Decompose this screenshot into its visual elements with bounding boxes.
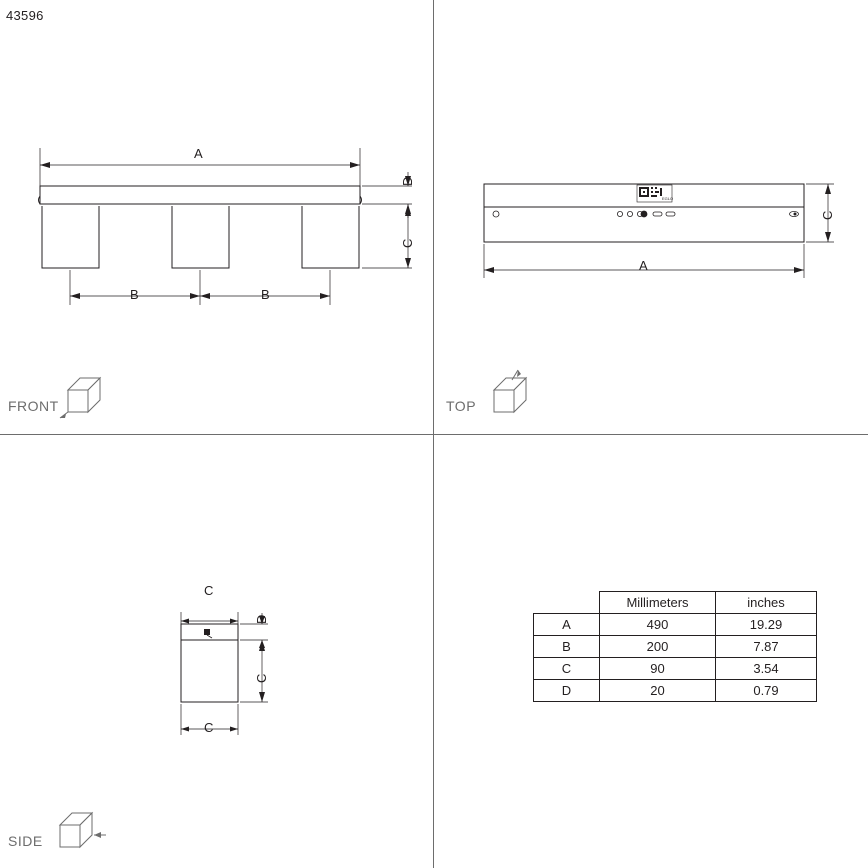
top-view-drawing xyxy=(434,0,868,434)
table-row xyxy=(534,636,817,658)
row-mm-d: 20 xyxy=(600,680,716,702)
front-view-drawing xyxy=(0,0,433,434)
svg-text:EGLO: EGLO xyxy=(662,196,674,201)
table-row xyxy=(534,680,817,702)
front-dim-d: D xyxy=(400,176,415,186)
row-label-a: A xyxy=(534,614,600,636)
row-label-d: D xyxy=(534,680,600,702)
top-orientation-cube-icon xyxy=(486,374,540,420)
dimension-table xyxy=(533,591,817,702)
side-dim-c-bottom: C xyxy=(204,720,214,735)
row-inch-c: 3.54 xyxy=(716,658,817,680)
row-inch-a: 19.29 xyxy=(716,614,817,636)
table-header-row xyxy=(534,592,817,614)
front-dim-a: A xyxy=(194,146,203,161)
front-dim-b-left: B xyxy=(130,287,139,302)
table-row xyxy=(534,658,817,680)
top-dim-c: C xyxy=(820,210,835,220)
side-view-drawing xyxy=(0,435,433,868)
table-header-millimeters: Millimeters xyxy=(600,592,716,614)
table-header-inches: inches xyxy=(716,592,817,614)
side-dim-d: D xyxy=(254,614,269,624)
row-label-b: B xyxy=(534,636,600,658)
product-code: 43596 xyxy=(6,8,44,23)
row-inch-b: 7.87 xyxy=(716,636,817,658)
row-mm-b: 200 xyxy=(600,636,716,658)
front-orientation-cube-icon xyxy=(60,374,114,420)
row-label-c: C xyxy=(534,658,600,680)
front-view-label: FRONT xyxy=(8,398,59,414)
row-mm-c: 90 xyxy=(600,658,716,680)
side-dim-c-top: C xyxy=(204,583,214,598)
row-mm-a: 490 xyxy=(600,614,716,636)
side-view-panel xyxy=(0,435,433,868)
top-view-panel xyxy=(434,0,868,434)
front-dim-b-right: B xyxy=(261,287,270,302)
front-dim-c: C xyxy=(400,238,415,248)
top-view-label: TOP xyxy=(446,398,477,414)
row-inch-d: 0.79 xyxy=(716,680,817,702)
table-row xyxy=(534,614,817,636)
front-view-panel xyxy=(0,0,433,434)
table-header-empty xyxy=(534,592,600,614)
side-view-label: SIDE xyxy=(8,833,43,849)
top-dim-a: A xyxy=(639,258,648,273)
side-orientation-cube-icon xyxy=(52,809,112,855)
side-dim-c-right: C xyxy=(254,673,269,683)
